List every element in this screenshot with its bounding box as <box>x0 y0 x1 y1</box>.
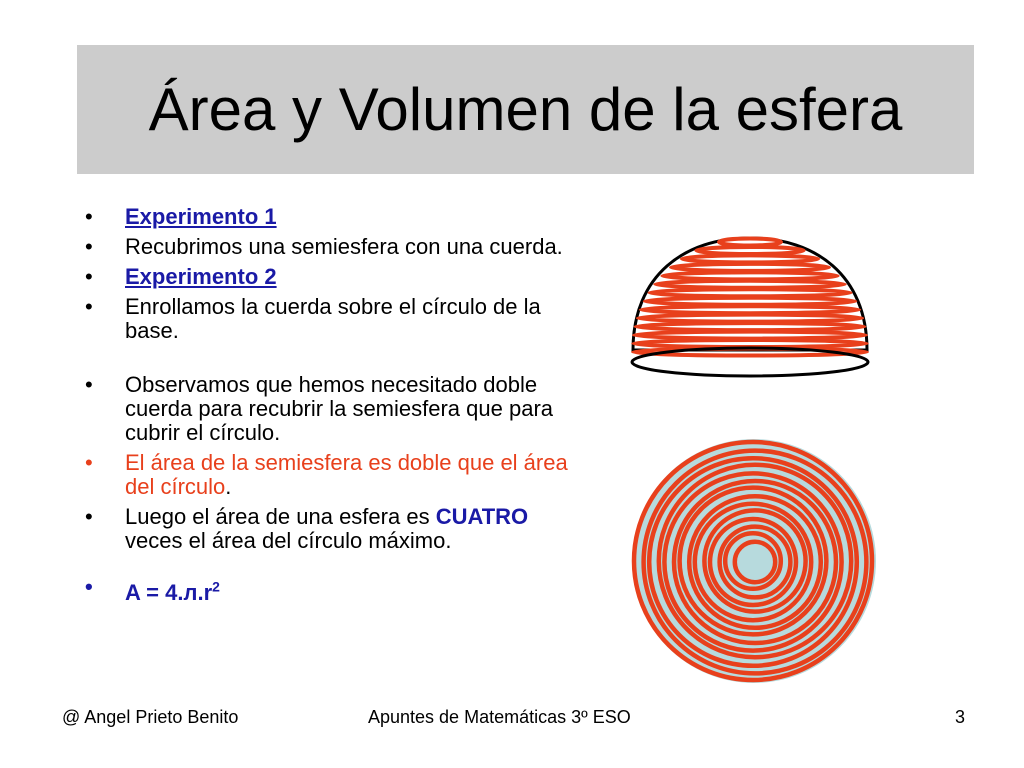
page-number: 3 <box>955 707 966 727</box>
spiral-circle-figure <box>628 435 880 687</box>
bullet-item <box>85 575 575 605</box>
bullet-marker: • <box>85 504 93 529</box>
bullet-item <box>85 295 575 343</box>
bullet-text: Recubrimos una semiesfera con una cuerda. <box>125 234 563 259</box>
bullet-marker: • <box>85 234 93 259</box>
experiment-2-link[interactable]: Experimento 2 <box>125 264 277 289</box>
bullet-marker: • <box>85 294 93 319</box>
bullet-item <box>85 451 575 499</box>
hemisphere-figure <box>625 230 875 385</box>
bullet-item <box>85 235 575 259</box>
formula-text: A = 4.л.r <box>125 580 213 606</box>
bullet-item <box>85 373 575 445</box>
bullet-marker: • <box>85 574 93 599</box>
area-formula <box>125 580 220 605</box>
bullet-marker: • <box>85 264 93 289</box>
bullet-item <box>85 205 575 229</box>
bullet-item <box>85 505 575 553</box>
bullet-marker: • <box>85 450 93 475</box>
bullet-text: Luego el área de una esfera es <box>125 504 436 529</box>
footer-author: @ Angel Prieto Benito <box>62 707 239 727</box>
footer-course: Apuntes de Matemáticas 3º ESO <box>368 707 631 727</box>
bullet-item <box>85 265 575 289</box>
title-bar <box>77 45 974 174</box>
experiment-1-link[interactable]: Experimento 1 <box>125 204 277 229</box>
bullet-text: Enrollamos la cuerda sobre el círculo de la base. <box>125 294 541 343</box>
formula-exponent: 2 <box>212 579 220 595</box>
bullet-text: Observamos que hemos necesitado doble cuerda para recubrir la semiesfera que para cubrir el círculo. <box>125 372 554 445</box>
slide-title: Área y Volumen de la esfera <box>148 76 903 143</box>
bullet-marker: • <box>85 372 93 397</box>
bullet-text-highlight: El área de la semiesfera es doble que el área del círculo <box>125 450 568 499</box>
bullet-list <box>85 205 575 611</box>
bullet-text-period: . <box>225 474 232 499</box>
bullet-text: veces el área del círculo máximo. <box>125 528 452 553</box>
bullet-marker: • <box>85 204 93 229</box>
bullet-emphasis: CUATRO <box>435 504 529 529</box>
hemisphere-base <box>632 348 868 376</box>
